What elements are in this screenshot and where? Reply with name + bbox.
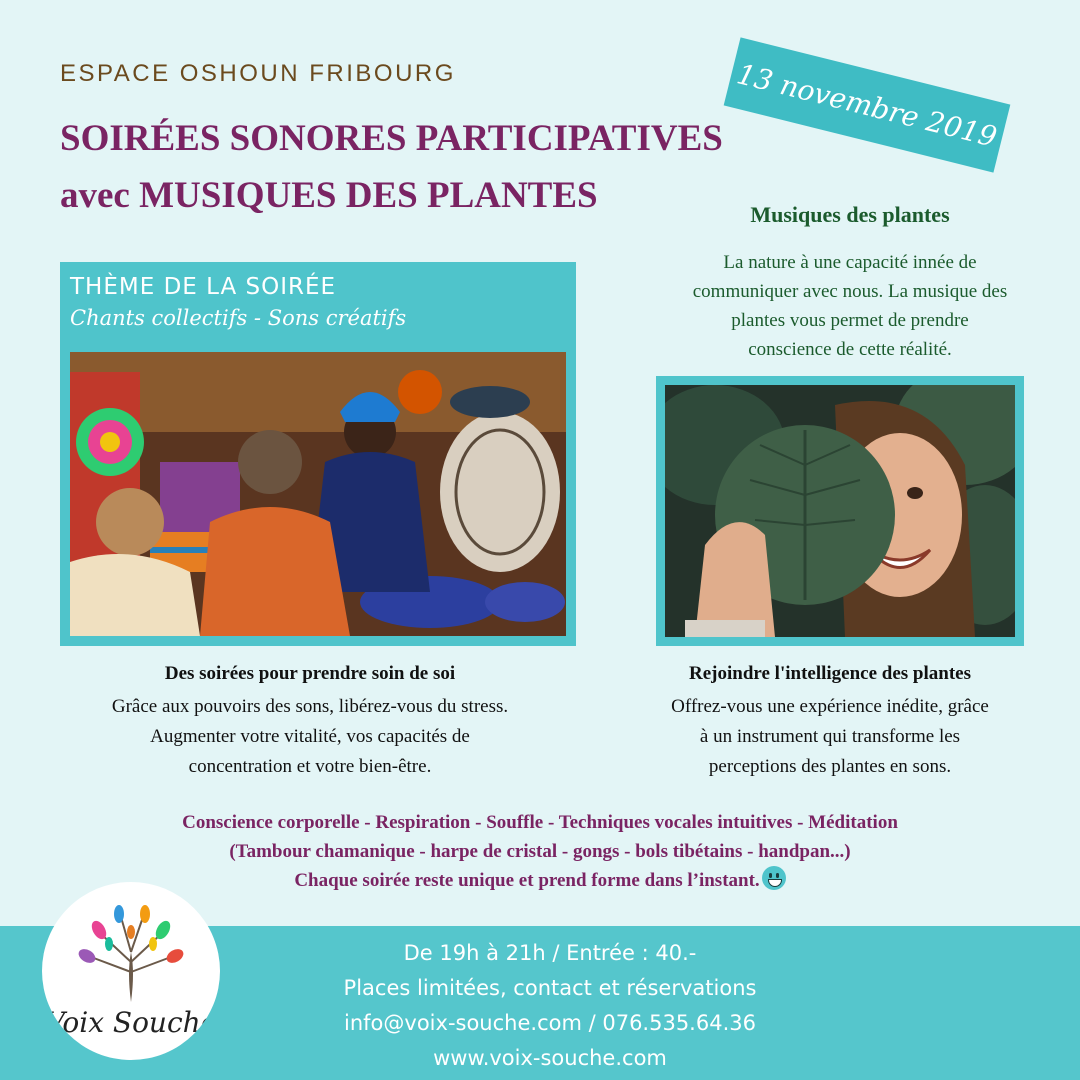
self-care-text: [40, 692, 580, 782]
voix-souche-logo: [42, 882, 220, 1060]
theme-title: THÈME DE LA SOIRÉE: [70, 274, 337, 300]
highlights-line-1: Conscience corporelle - Respiration - Souffle - Techniques vocales intuitives - Méditation: [182, 812, 898, 833]
page-headline: [60, 110, 723, 224]
plant-woman-illustration: [665, 385, 1015, 637]
headline-main: MUSIQUES DES PLANTES: [139, 175, 598, 216]
plants-intro-text: [640, 248, 1060, 364]
intro-line: La nature à une capacité innée de: [723, 252, 977, 273]
plant-intelligence-line: à un instrument qui transforme les: [699, 726, 961, 747]
plant-intelligence-line: Offrez-vous une expérience inédite, grâce: [671, 696, 989, 717]
plant-intelligence-title: Rejoindre l'intelligence des plantes: [689, 663, 971, 684]
plants-intro-title: Musiques des plantes: [750, 202, 950, 227]
self-care-line: Augmenter votre vitalité, vos capacités de: [150, 726, 470, 747]
self-care-line: concentration et votre bien-être.: [188, 756, 432, 777]
self-care-title: Des soirées pour prendre soin de soi: [164, 663, 456, 684]
booking-info: Places limitées, contact et réservations: [343, 976, 757, 1000]
tree-logo-icon: [42, 882, 220, 1060]
intro-line: conscience de cette réalité.: [748, 339, 952, 360]
headline-line-2: [60, 167, 723, 224]
theme-subtitle: Chants collectifs - Sons créatifs: [70, 306, 407, 330]
plant-intelligence-line: perceptions des plantes en sons.: [708, 756, 952, 777]
highlights-line-3-text: Chaque soirée reste unique et prend forme dans l’instant.: [294, 870, 760, 891]
intro-line: plantes vous permet de prendre: [731, 310, 969, 331]
schedule-price: De 19h à 21h / Entrée : 40.-: [403, 941, 697, 965]
headline-line-1: SOIRÉES SONORES PARTICIPATIVES: [60, 118, 723, 159]
date-banner: [724, 37, 1011, 172]
plant-woman-photo: [665, 385, 1015, 637]
venue-name: ESPACE OSHOUN FRIBOURG: [60, 60, 456, 87]
contact-details[interactable]: info@voix-souche.com / 076.535.64.36: [344, 1011, 756, 1035]
group-session-illustration: [70, 352, 566, 636]
plant-intelligence-text: [620, 692, 1040, 782]
date-text: 13 novembre 2019: [733, 56, 1001, 154]
highlights-block: [0, 808, 1080, 895]
highlights-line-2: (Tambour chamanique - harpe de cristal - gongs - bols tibétains - handpan...): [229, 841, 851, 862]
headline-prefix: avec: [60, 175, 140, 216]
logo-wordmark: Voix Souche: [44, 1006, 218, 1039]
intro-line: communiquer avec nous. La musique des: [692, 281, 1008, 302]
group-session-photo: [70, 352, 566, 636]
smiley-icon: [762, 866, 786, 890]
footer-info: [340, 936, 760, 1076]
website-link[interactable]: www.voix-souche.com: [433, 1046, 667, 1070]
self-care-line: Grâce aux pouvoirs des sons, libérez-vous du stress.: [111, 696, 509, 717]
